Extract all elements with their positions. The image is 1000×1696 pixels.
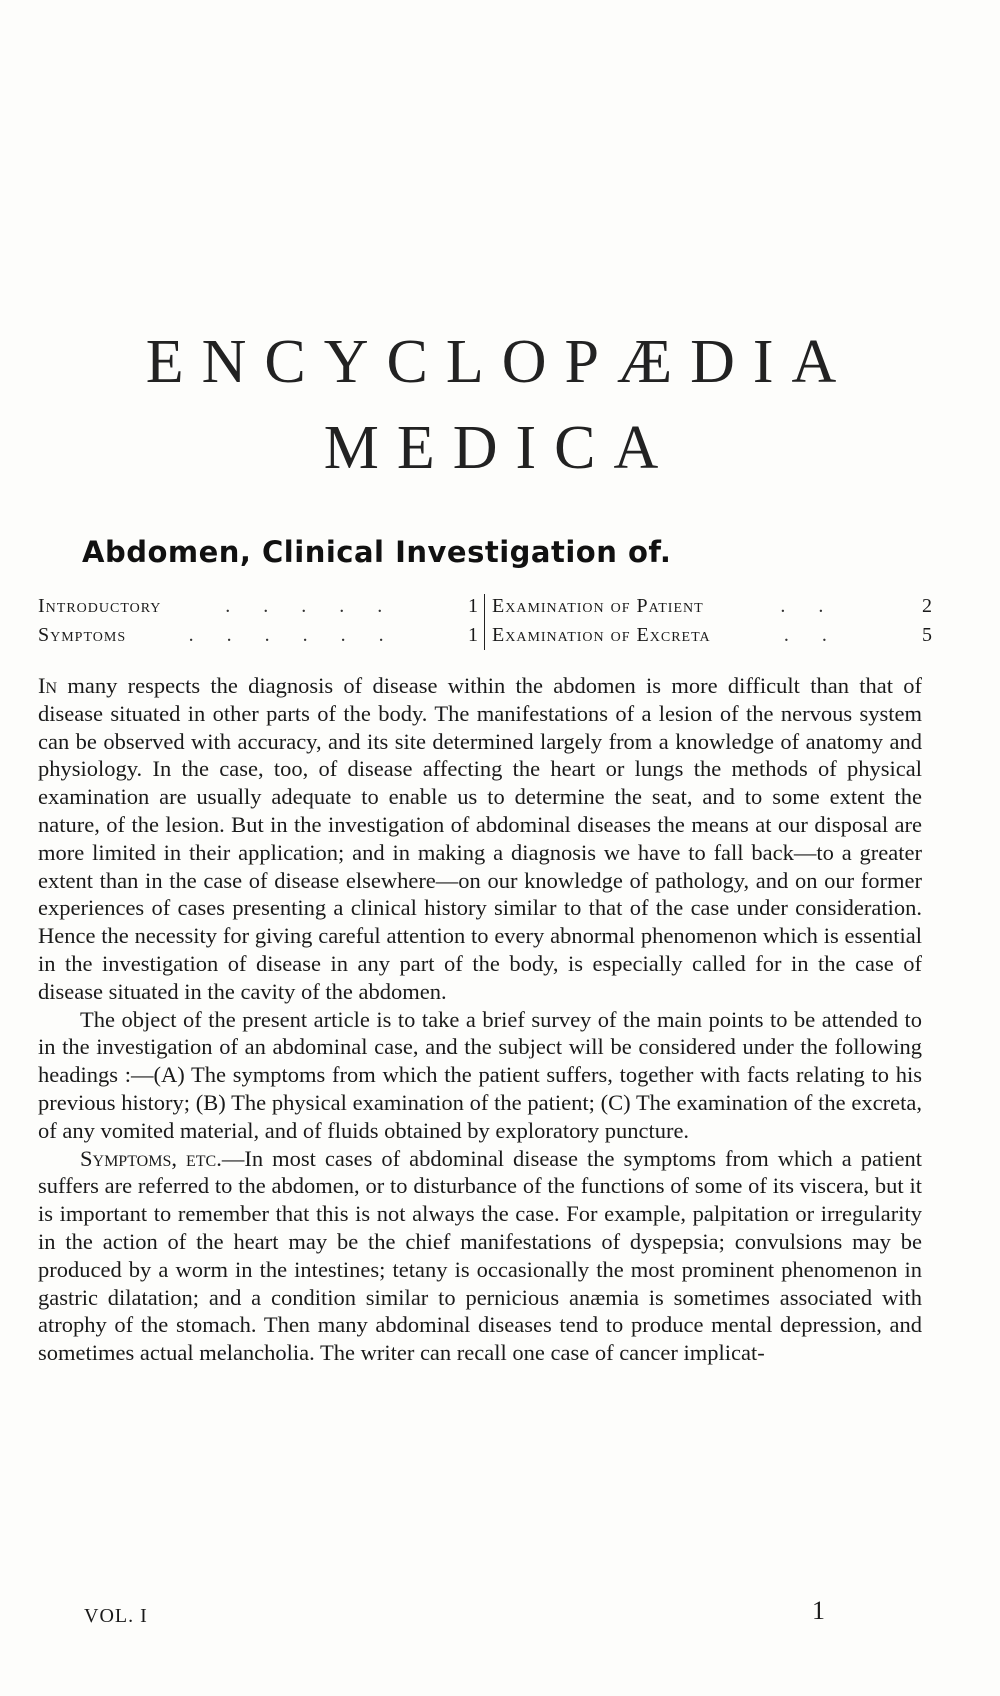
toc-entry-page: 1 xyxy=(467,595,478,617)
toc-entry-label: Symptoms xyxy=(38,624,127,646)
toc-entry-page: 2 xyxy=(921,595,932,617)
toc-entry xyxy=(492,621,932,650)
article-heading: Abdomen, Clinical Investigation of. xyxy=(82,535,672,569)
toc-entry xyxy=(38,592,478,621)
toc-entry xyxy=(492,592,932,621)
paragraph xyxy=(38,1006,922,1145)
toc-entry-label: Introductory xyxy=(38,595,162,617)
paragraph-text: The object of the present article is to take a brief survey of the main points to be attended to in the investigation of an abdominal case, and the subject will be considered under the following headings :—(A) The symptoms from which the patient suffers, together with facts relating to his previous history; (B) The physical examination of the patient; (C) The examination of the excreta, of any vomited material, and of fluids obtained by exploratory puncture. xyxy=(38,1006,922,1143)
toc-right-column xyxy=(492,592,932,650)
toc-left-column xyxy=(38,592,478,650)
volume-signature: VOL. I xyxy=(84,1605,148,1627)
toc-entry-page: 5 xyxy=(922,624,932,646)
work-title-line-2: MEDICA xyxy=(323,414,677,482)
leader-dots: . . . . . . xyxy=(188,624,398,646)
toc-entry-label: Examination of Patient xyxy=(492,595,704,617)
work-title-line-1: ENCYCLOPÆDIA xyxy=(145,328,855,396)
paragraph-text: —In most cases of abdominal disease the symptoms from which a patient suffers are referred to the abdomen, or to disturbance of the functions of some of its viscera, but it is important to remember that this is not always the case. For example, palpitation or irregularity in the action of the heart may be the chief manifestations of dyspepsia; convulsions may be produced by a worm in the intestines; tetany is occasionally the most prominent phenomenon in gastric dilatation; and a condition similar to pernicious anæmia is sometimes associated with atrophy of the stomach. Then many abdominal diseases tend to produce mental depression, and sometimes actual melancholia. The writer can recall one case of cancer implicat- xyxy=(38,1145,923,1366)
toc-entry-label: Examination of Excreta xyxy=(492,624,711,646)
section-lead: Symptoms, etc. xyxy=(80,1145,222,1171)
article-body xyxy=(38,672,922,1367)
leader-dots: . . xyxy=(783,624,841,646)
toc-divider xyxy=(484,594,485,650)
paragraph-text: many respects the diagnosis of disease within the abdomen is more difficult than that of disease situated in other parts of the body. The manifestations of a lesion of the nervous system can be observed with accuracy, and its site determined largely from a knowledge of anatomy and physiology. In the case, too, of disease affecting the heart or lungs the methods of physical examination are usually adequate to enable us to determine the seat, and to some extent the nature, of the lesion. But in the investigation of abdominal diseases the means at our disposal are more limited in their application; and in making a diagnosis we have to fall back—to a greater extent than in the case of disease elsewhere—on our knowledge of pathology, and on our former experiences of cases presenting a clinical history similar to that of the case under consideration. Hence the necessity for giving careful attention to every abnormal phenomenon which is essential in the investigation of disease in any part of the body, is especially called for in the case of disease situated in the cavity of the abdomen. xyxy=(38,673,922,1004)
toc-entry-page: 1 xyxy=(468,624,478,646)
toc-entry xyxy=(38,621,478,650)
leader-dots: . . . . . xyxy=(225,595,397,617)
page-number: 1 xyxy=(812,1596,825,1625)
paragraph xyxy=(38,672,922,1006)
paragraph-lead: In xyxy=(38,673,58,698)
paragraph xyxy=(38,1145,922,1367)
leader-dots: . . xyxy=(780,595,838,617)
